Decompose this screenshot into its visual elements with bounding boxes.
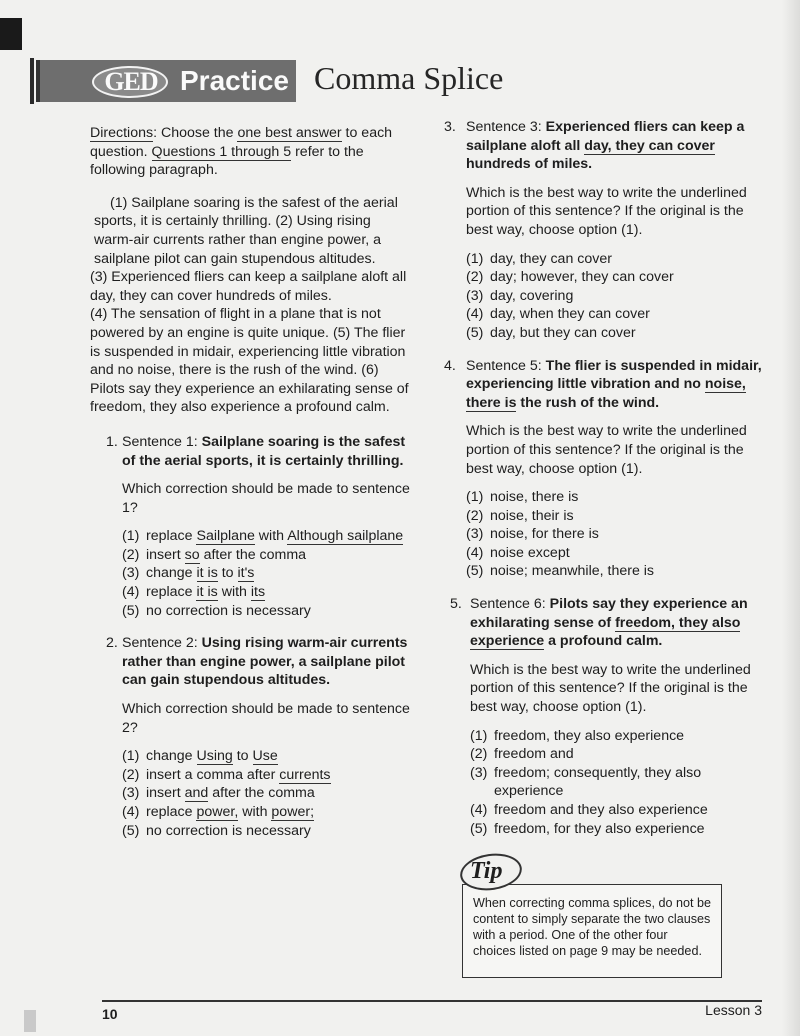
directions-range: Questions 1 through 5 [151, 143, 292, 160]
option-number: (4) [122, 584, 140, 601]
option-number: (1) [122, 748, 140, 765]
page-edge-shadow [782, 0, 800, 1036]
question-ask: Which is the best way to write the underlined portion of this sentence? If the original is the best way, choose option (1). [466, 184, 747, 238]
passage-part-3: (4) The sensation of flight in a plane that is not powered by an engine is quite unique. (5) The flier is suspended in midair, experiencing little vibration and no noise, there is the rush of the wind. (6) Pilots say they experience an exhilarating sense of freedom, they also experience a profound calm. [90, 306, 409, 416]
answer-option[interactable] [470, 801, 764, 820]
question-2 [90, 634, 410, 840]
option-text: day, covering [490, 287, 574, 304]
answer-option[interactable] [122, 784, 410, 803]
ged-logo-text: GED [104, 67, 158, 96]
option-number: (5) [466, 563, 484, 580]
quoted-sentence: The flier is suspended in midair, experiencing little vibration and no [466, 357, 762, 393]
option-number: (4) [122, 804, 140, 820]
option-underlined: so [184, 546, 200, 563]
question-number: 4. [444, 357, 456, 374]
footer-divider [102, 1000, 762, 1002]
directions-text: to each question. [90, 125, 393, 160]
directions-emphasis: one best answer [237, 125, 342, 141]
option-underlined: it is [196, 584, 218, 601]
page-number: 10 [102, 1006, 118, 1022]
sentence-ref: Sentence 3: [466, 119, 546, 135]
tip-text: When correcting comma splices, do not be content to simply separate the two clauses with a period. One of the other four choices listed on page 9 may be needed. [473, 896, 711, 958]
answer-option[interactable] [122, 822, 410, 841]
option-number: (2) [466, 269, 484, 286]
option-text: day, they can cover [490, 250, 612, 267]
answer-option[interactable] [122, 527, 410, 546]
option-underlined: Although sailplane [287, 528, 404, 545]
answer-option[interactable] [122, 583, 410, 602]
option-number: (3) [122, 565, 140, 582]
option-text: with [238, 804, 272, 820]
option-number: (3) [466, 526, 484, 543]
answer-option[interactable] [122, 564, 410, 583]
answer-option[interactable] [466, 305, 764, 324]
option-number: (3) [466, 287, 484, 304]
option-text: change [146, 565, 197, 582]
option-underlined: Sailplane [196, 528, 255, 545]
tip-label: Tip [470, 858, 503, 884]
option-text: change [146, 748, 197, 765]
answer-option[interactable] [466, 268, 764, 287]
option-number: (3) [470, 764, 488, 781]
answer-option[interactable] [466, 324, 764, 343]
option-text: freedom and [494, 746, 574, 763]
question-prompt [470, 595, 764, 651]
option-text: day; however, they can cover [490, 269, 674, 286]
question-number: 3. [444, 119, 456, 135]
option-number: (1) [466, 250, 484, 267]
option-number: (2) [466, 507, 484, 524]
reading-passage [90, 194, 410, 417]
answer-option[interactable] [122, 766, 410, 785]
answer-options [470, 727, 764, 839]
answer-option[interactable] [122, 803, 410, 822]
option-text: freedom; consequently, they also experience [494, 764, 702, 800]
option-number: (1) [466, 489, 484, 506]
option-text: replace [146, 584, 197, 601]
option-text: with [217, 584, 251, 601]
sentence-ref: Sentence 1: [122, 433, 202, 450]
option-text: no correction is necessary [146, 822, 311, 839]
option-number: (5) [470, 820, 488, 837]
question-prompt [466, 357, 764, 413]
option-number: (5) [122, 822, 140, 839]
option-number: (2) [470, 746, 488, 763]
answer-option[interactable] [466, 287, 764, 306]
header-accent [30, 58, 34, 104]
quoted-sentence-underlined: freedom, they also experience [470, 614, 741, 650]
answer-option[interactable] [466, 250, 764, 269]
option-text: day, but they can cover [490, 324, 636, 341]
option-number: (3) [122, 785, 140, 802]
option-number: (4) [470, 802, 488, 818]
option-text: day, when they can cover [490, 306, 650, 323]
quoted-sentence: the rush of the wind. [516, 394, 660, 411]
option-text: freedom, for they also experience [494, 820, 705, 837]
answer-option[interactable] [470, 727, 764, 746]
quoted-sentence: a profound calm. [544, 633, 663, 650]
passage-part-2: (3) Experienced fliers can keep a sailplane aloft all day, they can cover hundreds of miles. [90, 269, 407, 304]
answer-option[interactable] [466, 525, 764, 544]
question-4 [444, 357, 764, 582]
question-3 [444, 118, 764, 343]
sentence-ref: Sentence 5: [466, 357, 546, 374]
answer-option[interactable] [466, 488, 764, 507]
option-text: insert [146, 785, 185, 802]
directions-text: refer to the following paragraph. [90, 143, 364, 179]
question-prompt [122, 433, 410, 470]
option-text: noise, there is [490, 489, 579, 506]
question-number: 2. [106, 635, 118, 652]
quoted-sentence: Sailplane soaring is the safest of the aerial sports, it is certainly thrilling. [122, 433, 406, 469]
option-text: replace [146, 528, 197, 545]
practice-label: Practice [180, 65, 289, 96]
option-underlined: and [184, 785, 209, 802]
question-ask: Which correction should be made to sentence 2? [122, 701, 410, 736]
question-number: 5. [450, 596, 462, 613]
question-5 [444, 595, 764, 838]
answer-options [466, 250, 764, 343]
left-column [90, 124, 410, 854]
answer-option[interactable] [122, 546, 410, 565]
option-text: after the comma [199, 546, 307, 563]
option-text: with [254, 528, 288, 545]
lesson-label: Lesson 3 [705, 1002, 762, 1018]
sentence-ref: Sentence 2: [122, 635, 202, 652]
quoted-sentence-underlined: noise, there is [466, 376, 746, 411]
option-underlined: it's [237, 565, 255, 582]
option-text: replace [146, 804, 197, 820]
option-text: after the comma [208, 785, 315, 802]
question-prompt [122, 634, 410, 690]
answer-option[interactable] [470, 745, 764, 764]
directions-label: Directions [90, 125, 154, 141]
option-text: no correction is necessary [146, 602, 311, 619]
scan-artifact [24, 1010, 36, 1032]
question-1 [90, 433, 410, 620]
directions [90, 124, 410, 180]
answer-option[interactable] [466, 544, 764, 563]
quoted-sentence-underlined: day, they can cover [584, 137, 715, 154]
answer-option[interactable] [466, 507, 764, 526]
option-underlined: Using [196, 748, 233, 765]
option-underlined: Use [252, 748, 278, 765]
option-underlined: power; [271, 804, 315, 820]
option-number: (4) [466, 306, 484, 323]
option-text: to [232, 748, 253, 765]
option-text: noise except [490, 544, 570, 561]
option-text: noise; meanwhile, there is [490, 563, 655, 580]
answer-option[interactable] [470, 764, 764, 801]
option-number: (2) [122, 546, 140, 563]
option-text: noise, their is [490, 507, 574, 524]
option-text: to [217, 565, 238, 582]
page-title: Comma Splice [314, 60, 504, 96]
quoted-sentence: Experienced fliers can keep a sailplane aloft all [466, 119, 745, 154]
option-number: (2) [122, 766, 140, 783]
option-text: freedom and they also experience [494, 802, 708, 818]
option-underlined: its [250, 584, 266, 601]
question-ask: Which is the best way to write the underlined portion of this sentence? If the original is the best way, choose option (1). [466, 423, 747, 477]
right-column [444, 118, 764, 852]
option-text: noise, for there is [490, 526, 599, 543]
binding-mark [0, 18, 22, 50]
passage-part-1: (1) Sailplane soaring is the safest of the aerial sports, it is certainly thrilling. (2) Using rising warm-air currents rather than engine power, a sailplane pilot can gain stupendous altitudes. [94, 194, 398, 267]
option-number: (5) [466, 324, 484, 341]
answer-option[interactable] [122, 602, 410, 621]
answer-options [122, 747, 410, 840]
option-number: (1) [122, 528, 140, 545]
tip-box [462, 884, 722, 978]
directions-text: : Choose the [153, 125, 238, 141]
option-underlined: it is [196, 565, 218, 582]
answer-option[interactable] [466, 562, 764, 581]
option-number: (5) [122, 602, 140, 619]
quoted-sentence: hundreds of miles. [466, 156, 593, 173]
question-ask: Which is the best way to write the underlined portion of this sentence? If the original is the best way, choose option (1). [470, 661, 751, 716]
sentence-ref: Sentence 6: [470, 596, 550, 613]
answer-options [466, 488, 764, 581]
question-prompt [466, 118, 764, 174]
option-text: insert a comma after [146, 766, 280, 783]
answer-option[interactable] [122, 747, 410, 766]
answer-option[interactable] [470, 820, 764, 839]
quoted-sentence: Using rising warm-air currents rather than engine power, a sailplane pilot can gain stupendous altitudes. [122, 635, 408, 689]
option-text: insert [146, 546, 185, 563]
option-number: (1) [470, 727, 488, 744]
option-number: (4) [466, 544, 484, 561]
option-text: freedom, they also experience [494, 727, 685, 744]
quoted-sentence: Pilots say they experience an exhilarating sense of [470, 596, 748, 631]
option-underlined: power, [196, 804, 239, 820]
answer-options [122, 527, 410, 620]
question-ask: Which correction should be made to sentence 1? [122, 481, 410, 516]
question-number: 1. [106, 433, 118, 450]
option-underlined: currents [279, 766, 331, 783]
